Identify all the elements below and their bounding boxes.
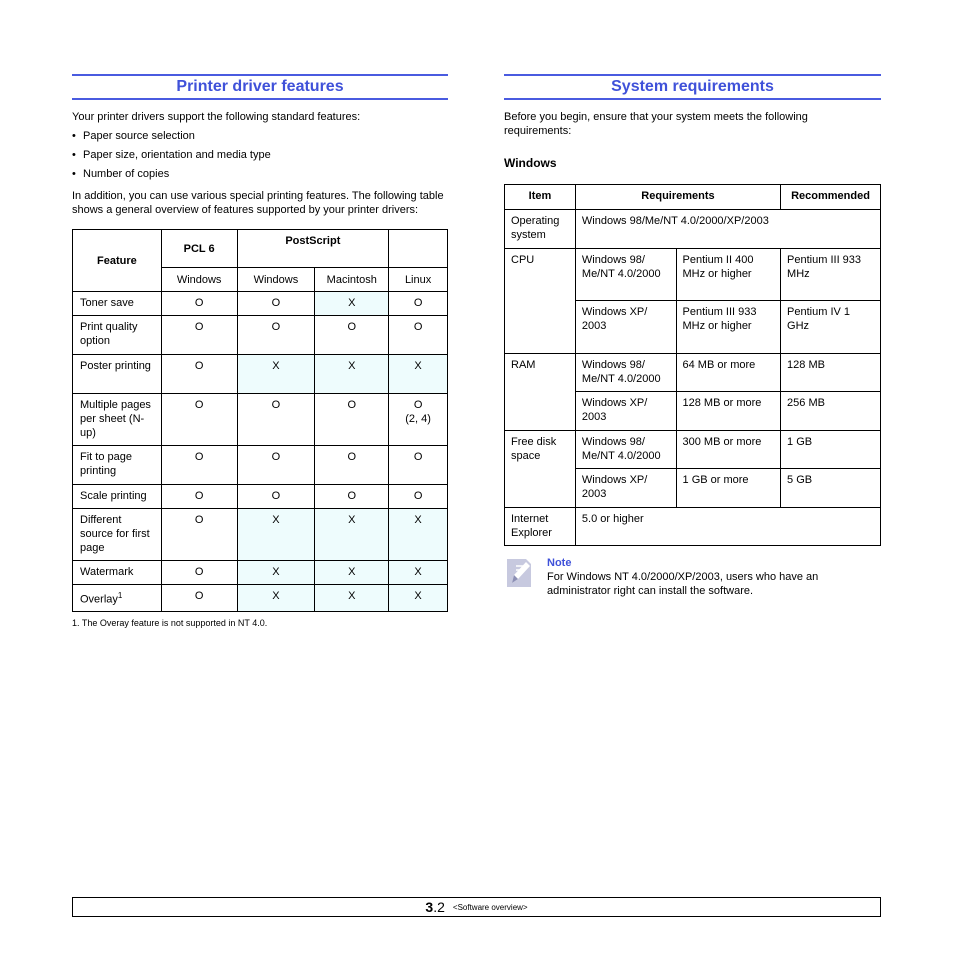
- section-name: <Software overview>: [452, 902, 528, 912]
- support-cell: O: [315, 485, 389, 509]
- col-header-requirements: Requirements: [575, 185, 780, 210]
- support-cell: X: [389, 561, 448, 585]
- feature-cell: Fit to page printing: [73, 446, 162, 485]
- features-table: [72, 229, 448, 612]
- left-column: [72, 74, 448, 628]
- requirements-intro: Before you begin, ensure that your system meets the following requirements:: [504, 111, 808, 137]
- feature-cell: Scale printing: [73, 485, 162, 509]
- sub-header-3: Linux: [389, 268, 448, 292]
- item-cell: Operating system: [505, 210, 576, 249]
- support-cell: O: [237, 394, 315, 446]
- support-cell: O: [389, 292, 448, 316]
- col-header-item: Item: [505, 185, 576, 210]
- col-header-postscript: PostScript: [237, 230, 389, 268]
- feature-cell: Overlay$^1$: [73, 585, 162, 612]
- os-cell: Windows 98/ Me/NT 4.0/2000: [575, 354, 676, 392]
- table-row: [73, 585, 448, 612]
- footnote: 1. The Overay feature is not supported in NT 4.0.: [72, 617, 268, 628]
- support-cell: O: [161, 446, 237, 485]
- support-cell: O (2, 4): [389, 394, 448, 446]
- value-cell: 5.0 or higher: [575, 508, 880, 546]
- requirements-table: [504, 184, 881, 546]
- rec-cell: 1 GB: [781, 431, 881, 469]
- feature-cell: Different source for first page: [73, 509, 162, 561]
- table-row: [505, 354, 881, 392]
- rec-cell: Pentium III 933 MHz: [781, 249, 881, 301]
- support-cell: O: [315, 446, 389, 485]
- req-cell: Pentium III 933 MHz or higher: [676, 301, 781, 354]
- os-cell: Windows 98/ Me/NT 4.0/2000: [575, 431, 676, 469]
- support-cell: O: [237, 485, 315, 509]
- req-cell: Pentium II 400 MHz or higher: [676, 249, 781, 301]
- support-cell: X: [237, 561, 315, 585]
- support-cell: X: [389, 509, 448, 561]
- support-cell: O: [161, 316, 237, 355]
- feature-cell: Poster printing: [73, 355, 162, 394]
- table-row: [505, 249, 881, 301]
- rec-cell: 5 GB: [781, 469, 881, 508]
- windows-subheading: Windows: [504, 156, 557, 170]
- support-cell: O: [389, 316, 448, 355]
- support-cell: X: [315, 509, 389, 561]
- rec-cell: 128 MB: [781, 354, 881, 392]
- table-row: [505, 431, 881, 469]
- system-requirements-heading: System requirements: [504, 74, 881, 100]
- support-cell: X: [315, 355, 389, 394]
- support-cell: X: [389, 355, 448, 394]
- support-cell: O: [161, 485, 237, 509]
- support-cell: O: [161, 509, 237, 561]
- support-cell: O: [161, 292, 237, 316]
- req-cell: 300 MB or more: [676, 431, 781, 469]
- note-box: [504, 556, 881, 598]
- col-header-pcl6: PCL 6: [161, 230, 237, 268]
- support-cell: X: [315, 561, 389, 585]
- sub-header-2: Macintosh: [315, 268, 389, 292]
- table-row: [505, 508, 881, 546]
- sub-header-1: Windows: [237, 268, 315, 292]
- rec-cell: Pentium IV 1 GHz: [781, 301, 881, 354]
- bullet-item: • Paper size, orientation and media type: [72, 149, 271, 161]
- intro-text: Your printer drivers support the following standard features:: [72, 111, 361, 123]
- item-cell: Free disk space: [505, 431, 576, 508]
- sub-header-0: Windows: [161, 268, 237, 292]
- support-cell: O: [389, 485, 448, 509]
- req-cell: 64 MB or more: [676, 354, 781, 392]
- col-header-feature: Feature: [73, 230, 162, 292]
- support-cell: O: [315, 394, 389, 446]
- table-row: [73, 446, 448, 485]
- bullet-item: • Number of copies: [72, 168, 170, 180]
- table-row: [73, 316, 448, 355]
- os-cell: Windows 98/ Me/NT 4.0/2000: [575, 249, 676, 301]
- features-paragraph: In addition, you can use various special printing features. The following table shows a general overview of features supported by your printer drivers:: [72, 190, 444, 216]
- item-cell: Internet Explorer: [505, 508, 576, 546]
- support-cell: O: [237, 292, 315, 316]
- note-text: For Windows NT 4.0/2000/XP/2003, users who have an administrator right can install the software.: [547, 571, 819, 597]
- feature-cell: Watermark: [73, 561, 162, 585]
- feature-cell: Toner save: [73, 292, 162, 316]
- rec-cell: 256 MB: [781, 392, 881, 431]
- note-pencil-icon: [504, 556, 534, 590]
- table-row: [73, 355, 448, 394]
- os-cell: Windows XP/ 2003: [575, 392, 676, 431]
- os-cell: Windows XP/ 2003: [575, 469, 676, 508]
- table-row: [73, 561, 448, 585]
- col-header-blank: [389, 230, 448, 268]
- table-row: [73, 485, 448, 509]
- req-cell: 1 GB or more: [676, 469, 781, 508]
- bullet-item: • Paper source selection: [72, 130, 195, 142]
- feature-cell: Multiple pages per sheet (N-up): [73, 394, 162, 446]
- item-cell: CPU: [505, 249, 576, 354]
- os-cell: Windows XP/ 2003: [575, 301, 676, 354]
- support-cell: X: [315, 292, 389, 316]
- support-cell: O: [237, 316, 315, 355]
- table-row: [73, 292, 448, 316]
- support-cell: O: [315, 316, 389, 355]
- page-footer: [72, 897, 881, 917]
- page-number: 3.2: [425, 899, 445, 915]
- right-column: [504, 74, 881, 598]
- support-cell: X: [237, 585, 315, 612]
- support-cell: X: [237, 355, 315, 394]
- support-cell: O: [161, 585, 237, 612]
- printer-driver-features-heading: Printer driver features: [72, 74, 448, 100]
- support-cell: O: [389, 446, 448, 485]
- support-cell: O: [161, 355, 237, 394]
- note-title: Note: [547, 557, 572, 569]
- support-cell: O: [237, 446, 315, 485]
- req-cell: 128 MB or more: [676, 392, 781, 431]
- table-row: [73, 394, 448, 446]
- value-cell: Windows 98/Me/NT 4.0/2000/XP/2003: [575, 210, 880, 249]
- support-cell: O: [161, 394, 237, 446]
- table-row: [73, 509, 448, 561]
- support-cell: X: [389, 585, 448, 612]
- col-header-recommended: Recommended: [781, 185, 881, 210]
- support-cell: O: [161, 561, 237, 585]
- feature-cell: Print quality option: [73, 316, 162, 355]
- support-cell: X: [237, 509, 315, 561]
- item-cell: RAM: [505, 354, 576, 431]
- table-row: [505, 210, 881, 249]
- support-cell: X: [315, 585, 389, 612]
